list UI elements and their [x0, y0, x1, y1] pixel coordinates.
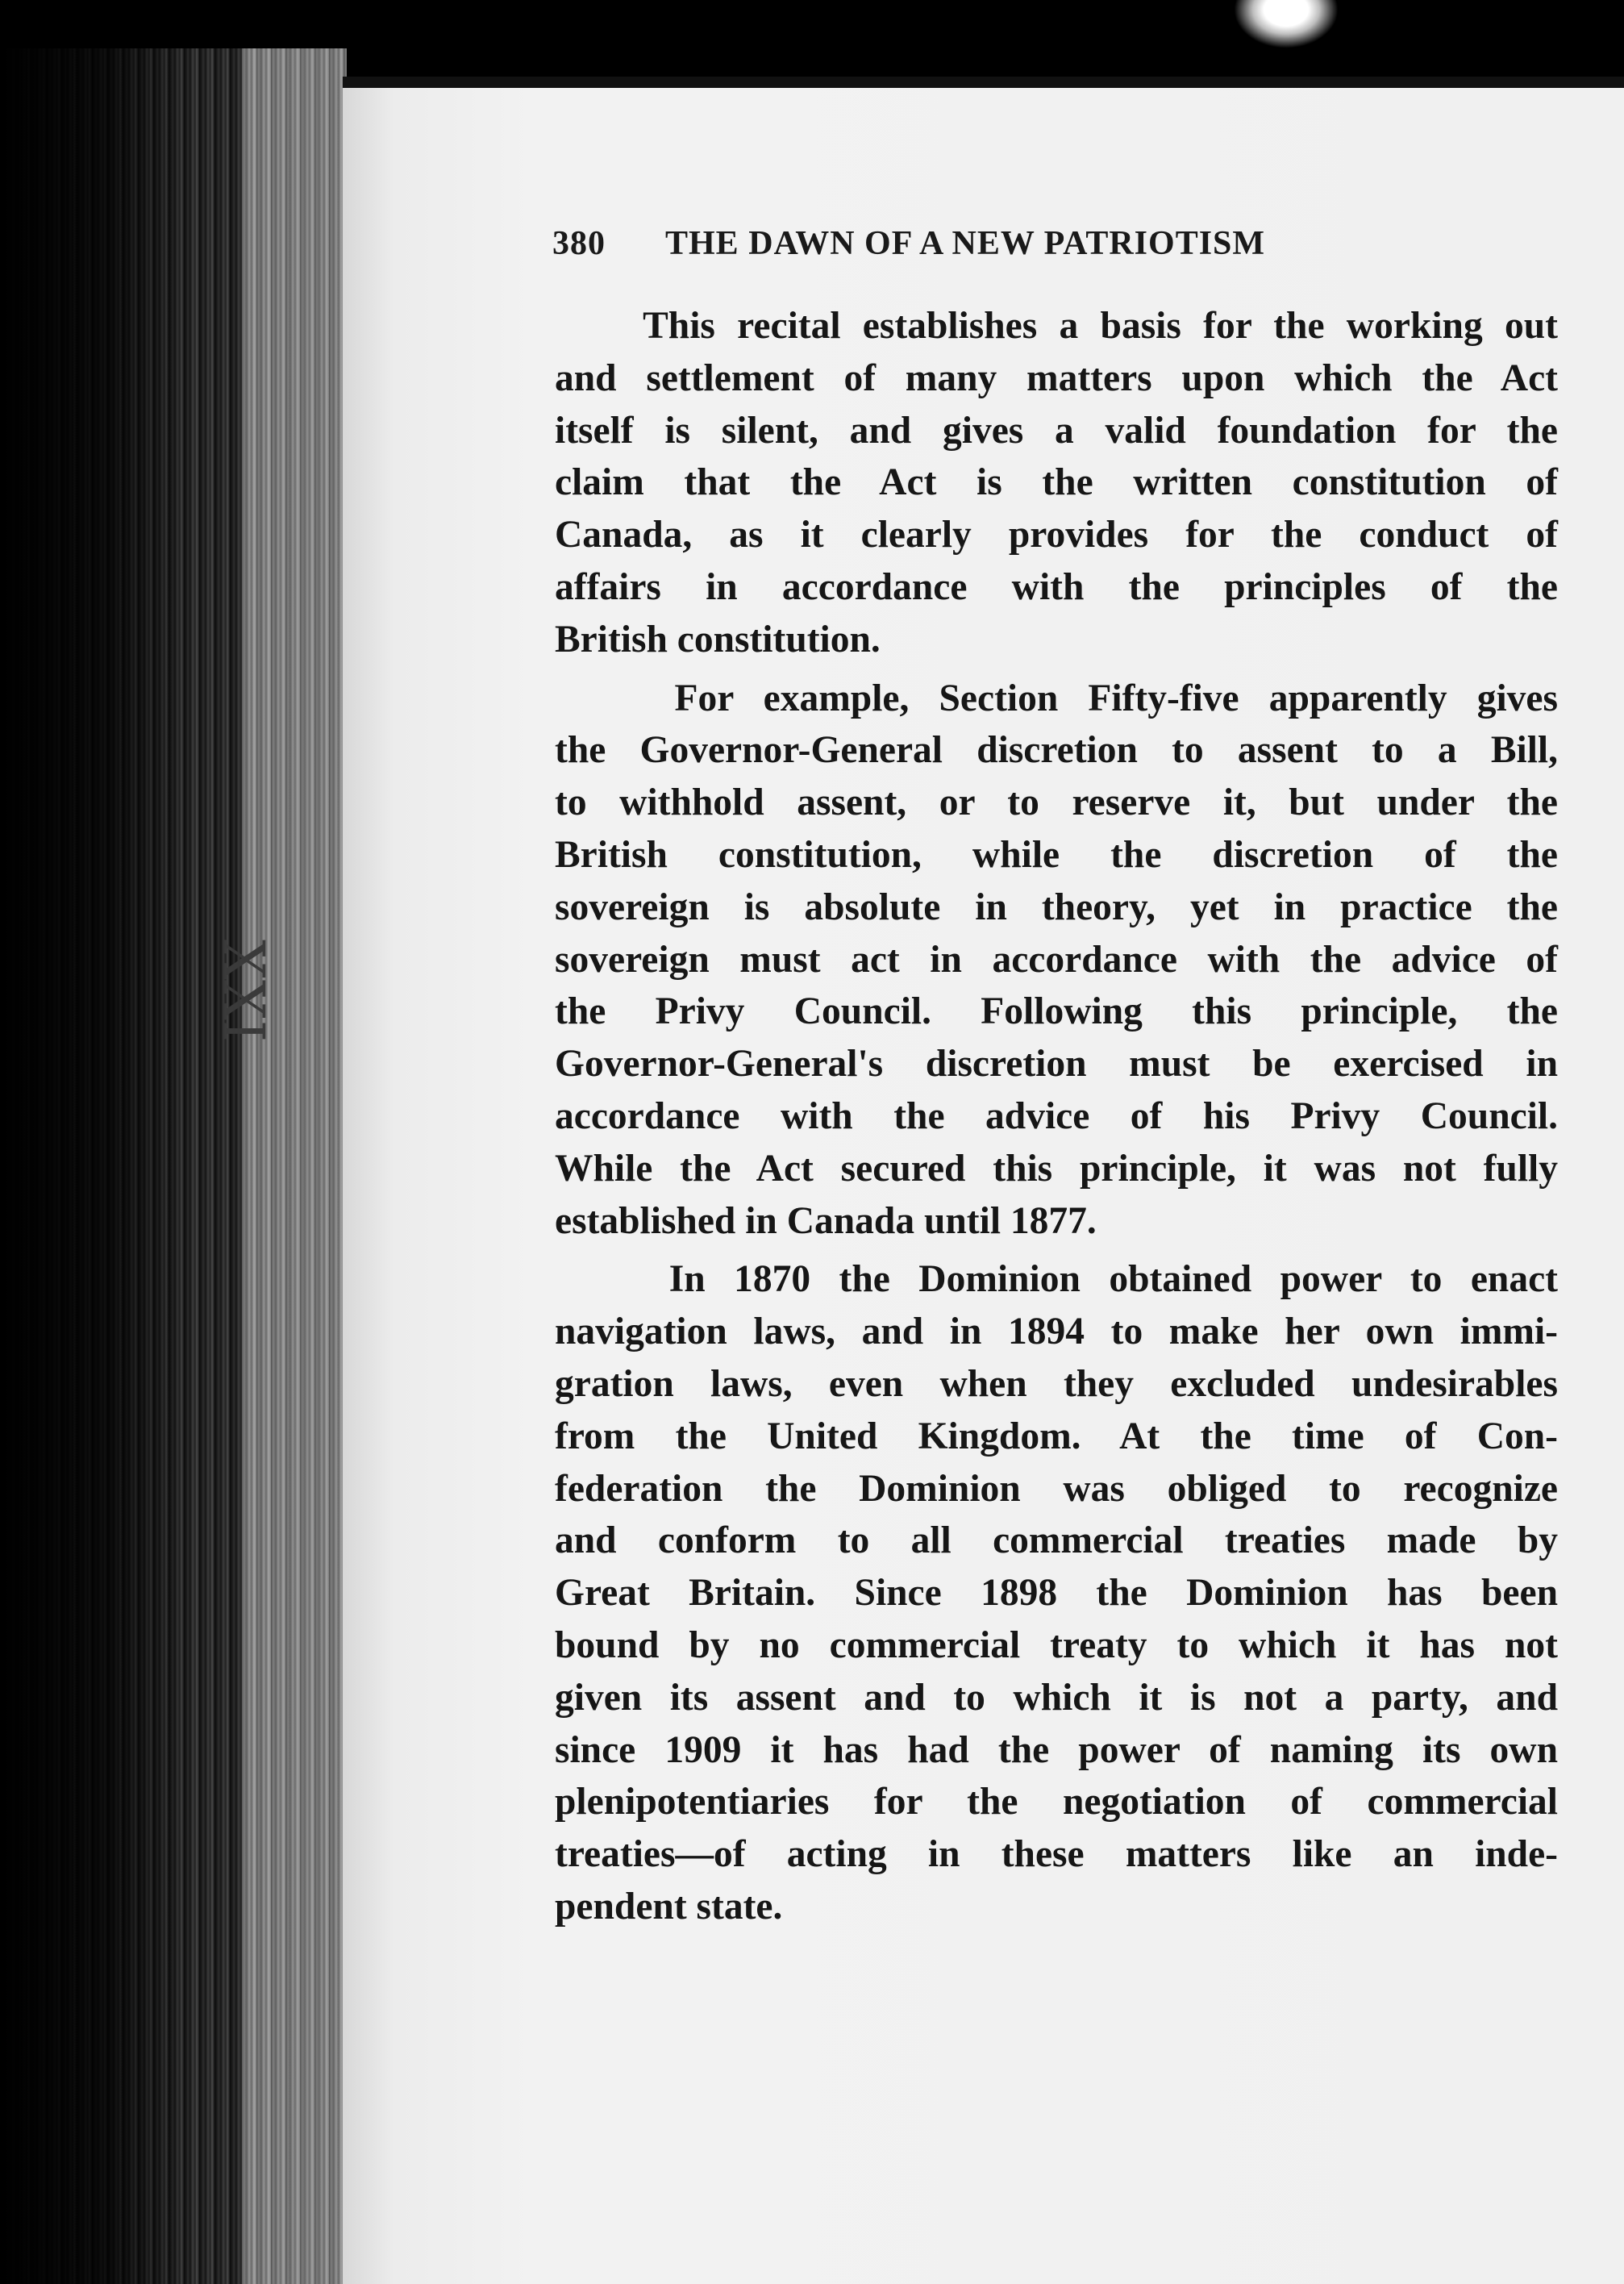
text-line: For example, Section Fifty-five apparently gives: [555, 677, 1558, 719]
text-line: since 1909 it has had the power of naming its own: [555, 1728, 1558, 1771]
text-line: Governor-General's discretion must be exercised in: [555, 1043, 1558, 1086]
text-line: established in Canada until 1877.: [555, 1199, 1097, 1242]
text-line: and conform to all commercial treaties made by: [555, 1519, 1558, 1562]
text-line: British constitution, while the discretion of the: [555, 833, 1558, 876]
text-line: itself is silent, and gives a valid foundation for the: [555, 409, 1558, 452]
text-line: British constitution.: [555, 618, 881, 661]
text-line: given its assent and to which it is not a party, and: [555, 1676, 1558, 1719]
text-line: affairs in accordance with the principles of the: [555, 565, 1558, 608]
scan-artifact: [1234, 0, 1339, 48]
paragraph: [555, 300, 1558, 666]
text-line: In 1870 the Dominion obtained power to enact: [555, 1258, 1558, 1301]
text-line: treaties—of acting in these matters like an inde-: [555, 1833, 1558, 1876]
paragraph-gap: [555, 666, 1558, 673]
text-line: and settlement of many matters upon which the Act: [555, 356, 1558, 399]
text-line: to withhold assent, or to reserve it, but under the: [555, 781, 1558, 824]
paragraph: [555, 1253, 1558, 1932]
text-line: the Privy Council. Following this principle, the: [555, 990, 1558, 1033]
text-line: bound by no commercial treaty to which it has not: [555, 1623, 1558, 1666]
paragraph-gap: [555, 1247, 1558, 1253]
text-line: Great Britain. Since 1898 the Dominion has been: [555, 1572, 1558, 1615]
page-number: 380: [552, 225, 606, 262]
paragraph: [555, 673, 1558, 1248]
text-line: While the Act secured this principle, it was not fully: [555, 1147, 1558, 1190]
margin-mark: XXI: [210, 940, 277, 1043]
text-line: navigation laws, and in 1894 to make her own immi-: [555, 1311, 1558, 1353]
text-line: claim that the Act is the written constitution of: [555, 461, 1558, 504]
text-line: accordance with the advice of his Privy Council.: [555, 1094, 1558, 1137]
text-line: sovereign must act in accordance with the advice of: [555, 938, 1558, 981]
body-text: [555, 300, 1558, 1933]
page-edges: [242, 48, 347, 2284]
text-line: This recital establishes a basis for the working out: [555, 305, 1558, 347]
text-line: Canada, as it clearly provides for the conduct of: [555, 514, 1558, 556]
text-line: sovereign is absolute in theory, yet in practice the: [555, 886, 1558, 928]
text-line: the Governor-General discretion to assent to a Bill,: [555, 729, 1558, 772]
text-line: from the United Kingdom. At the time of Con-: [555, 1415, 1558, 1457]
text-line: plenipotentiaries for the negotiation of commercial: [555, 1781, 1558, 1823]
text-line: gration laws, even when they excluded undesirables: [555, 1362, 1558, 1405]
text-line: pendent state.: [555, 1885, 783, 1928]
text-line: federation the Dominion was obliged to recognize: [555, 1467, 1558, 1510]
running-header: [552, 224, 1520, 263]
running-title: THE DAWN OF A NEW PATRIOTISM: [665, 225, 1266, 262]
gutter-shadow: [0, 48, 194, 2284]
